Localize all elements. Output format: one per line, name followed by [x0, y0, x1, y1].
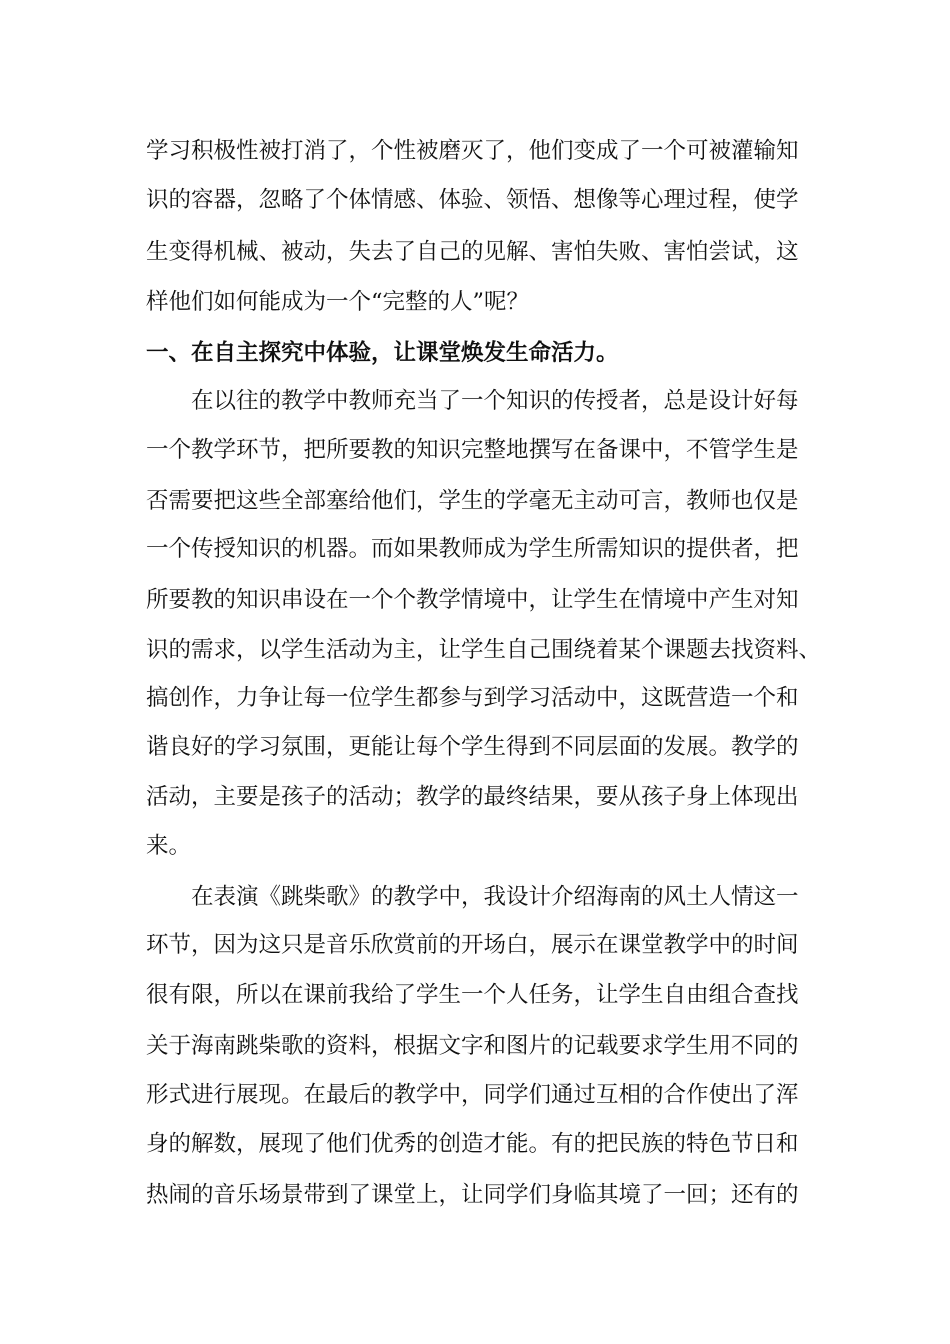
text-line: 形式进行展现。在最后的教学中，同学们通过互相的合作使出了浑: [146, 1082, 799, 1108]
text-line: 环节，因为这只是音乐欣赏前的开场白，展示在课堂教学中的时间: [146, 932, 799, 958]
text-line: 学习积极性被打消了，个性被磨灭了，他们变成了一个可被灌输知: [146, 138, 799, 164]
text-line: 搞创作，力争让每一位学生都参与到学习活动中，这既营造一个和: [146, 685, 799, 711]
text-line: 身的解数，展现了他们优秀的创造才能。有的把民族的特色节日和: [146, 1131, 799, 1157]
text-line: 一个教学环节，把所要教的知识完整地撰写在备课中，不管学生是: [146, 437, 799, 463]
text-line: 一个传授知识的机器。而如果教师成为学生所需知识的提供者，把: [146, 536, 799, 562]
text-line: 来。: [146, 833, 192, 859]
text-line: 样他们如何能成为一个“完整的人”呢？: [146, 289, 530, 315]
text-line: 识的需求，以学生活动为主，让学生自己围绕着某个课题去找资料、: [146, 637, 822, 663]
text-line: 热闹的音乐场景带到了课堂上，让同学们身临其境了一回；还有的: [146, 1182, 799, 1208]
text-line: 所要教的知识串设在一个个教学情境中，让学生在情境中产生对知: [146, 587, 799, 613]
text-line: 很有限，所以在课前我给了学生一个人任务，让学生自由组合查找: [146, 982, 799, 1008]
text-line: 否需要把这些全部塞给他们，学生的学毫无主动可言，教师也仅是: [146, 488, 799, 514]
text-line: 在表演《跳柴歌》的教学中，我设计介绍海南的风土人情这一: [191, 884, 799, 910]
text-line: 生变得机械、被动，失去了自己的见解、害怕失败、害怕尝试，这: [146, 239, 799, 265]
text-line: 谐良好的学习氛围，更能让每个学生得到不同层面的发展。教学的: [146, 734, 799, 760]
text-line: 关于海南跳柴歌的资料，根据文字和图片的记载要求学生用不同的: [146, 1033, 799, 1059]
text-line: 识的容器，忽略了个体情感、体验、领悟、想像等心理过程，使学: [146, 187, 799, 213]
text-line: 活动，主要是孩子的活动；教学的最终结果，要从孩子身上体现出: [146, 784, 799, 810]
section-heading: 一、在自主探究中体验，让课堂焕发生命活力。: [146, 340, 619, 366]
text-line: 在以往的教学中教师充当了一个知识的传授者，总是设计好每: [191, 388, 799, 414]
